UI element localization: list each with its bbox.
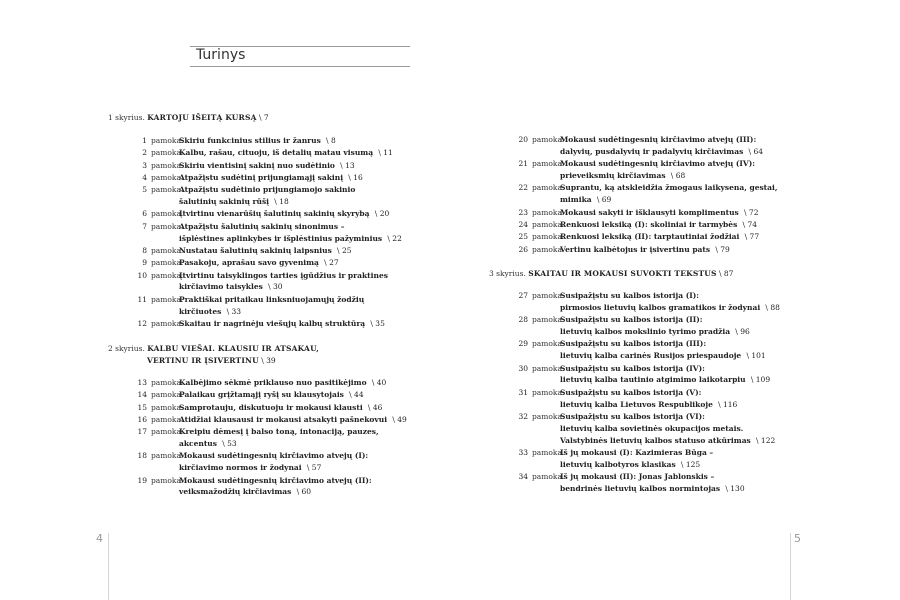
lesson-number: 17 [137,427,147,437]
lesson-title-line [560,244,730,256]
lesson-page: \ 46 [367,402,383,412]
lesson-title-text: išplėstines aplinkybes ir išplėstinius pažyminius [179,233,383,243]
lesson-title-text: Vertinu kalbėtojus ir įsivertinu pats [560,244,711,254]
toc-lesson-33 [506,447,766,471]
lesson-title-line [179,196,289,208]
lesson-page: \ 20 [374,209,390,219]
lesson-title-text: Renkuosi leksiką (I): skoliniai ir tarmybės [560,219,738,229]
lesson-title-line [179,402,382,414]
lesson-title-line [179,377,386,389]
lesson-word: pamoka. [151,245,184,255]
lesson-title-line [179,245,352,257]
lesson-title-text: Susipažįstu su kalbos istorija (VI): [560,412,705,421]
lesson-number: 20 [518,135,528,144]
lesson-number: 26 [518,244,528,254]
lesson-title-line [560,231,759,243]
toc-lesson-25 [506,231,766,243]
lesson-word: pamoka. [151,172,184,182]
lesson-title-text: Pasakoju, aprašau savo gyvenimą [179,258,319,268]
toc-lesson-23 [506,207,766,219]
chapter-number: 3 skyrius. [489,269,526,278]
lesson-title-text: kirčiavimo normos ir žodynai [179,463,302,473]
toc-lesson-11 [125,294,385,318]
toc-lesson-2 [125,147,393,159]
chapter-title: SKAITAU IR MOKAUSI SUVOKTI TEKSTUS [528,269,717,278]
lesson-title-line [560,459,700,471]
lesson-title-line [560,314,703,326]
toc-lesson-3 [125,160,385,172]
lesson-title-text: dalyvių, pusdalyvių ir padalyvių kirčiavimas [560,146,744,156]
lesson-title-text: lietuvių kalba tautinio atgimimo laikotarpiu [560,375,746,385]
lesson-title-text: akcentus [179,439,217,449]
lesson-number: 18 [137,451,147,461]
lesson-number: 21 [518,159,528,169]
lesson-title-line [179,486,311,498]
lesson-title-text: Įtvirtinu taisyklingos tarties įgūdžius ir praktines [179,270,388,280]
lesson-number: 25 [518,232,528,242]
lesson-word: pamoka. [151,451,184,461]
lesson-word: pamoka. [151,402,184,412]
lesson-title-text: lietuvių kalbotyros klasikas [560,459,676,469]
lesson-title-text: veiksmažodžių kirčiavimas [179,487,292,497]
toc-lesson-15 [125,402,385,414]
lesson-number: 34 [518,472,528,482]
lesson-title-text: Mokausi sakyti ir išklausyti komplimentus [560,207,739,217]
page-divider-left [108,533,109,600]
lesson-page: \ 74 [742,219,757,229]
toc-lesson-24 [506,219,766,231]
lesson-title-text: šalutinių sakinių rūšį [179,197,270,207]
lesson-title-line [560,219,757,231]
lesson-page: \ 44 [349,390,364,400]
page-number-left: 4 [96,532,103,545]
lesson-page: \ 27 [324,258,339,268]
lesson-page: \ 101 [746,351,766,361]
toc-lesson-34 [506,471,766,495]
lesson-title-text: Renkuosi leksiką (II): tarptautiniai žodžiai [560,232,740,242]
lesson-number: 5 [142,185,147,195]
lesson-page: \ 125 [680,459,701,469]
lesson-word: pamoka. [532,387,565,397]
lesson-title-line [560,435,775,447]
lesson-number: 23 [518,207,528,217]
lesson-title-line [560,387,701,399]
toc-lesson-32 [506,411,776,447]
lesson-title-line [179,426,379,438]
lesson-title-line [560,411,705,423]
lesson-title-text: mimika [560,195,592,205]
toc-lesson-6 [125,208,390,220]
lesson-number: 27 [518,291,528,300]
lesson-title-text: Atpažįstu šalutinių sakinių sinonimus – [179,221,345,231]
toc-lesson-17 [125,426,385,450]
lesson-title-line [179,221,344,233]
page-divider-right [790,533,791,600]
lesson-title-line [179,450,368,462]
lesson-word: pamoka. [151,258,184,268]
lesson-word: pamoka. [151,136,184,145]
lesson-title-text: Susipažįstu su kalbos istorija (II): [560,315,703,325]
lesson-page: \ 33 [226,306,242,316]
lesson-word: pamoka. [532,472,565,482]
lesson-title-line [179,438,237,450]
toc-lesson-10 [125,270,388,294]
lesson-word: pamoka. [532,232,565,242]
chapter-2 [108,343,319,355]
lesson-title-line [560,326,750,338]
lesson-word: pamoka. [532,183,565,193]
lesson-word: pamoka. [151,148,184,158]
lesson-title-text: Mokausi sudėtingesnių kirčiavimo atvejų (II): [179,475,372,485]
lesson-title-text: Kalbu, rašau, cituoju, iš detalių matau visumą [179,148,374,158]
lesson-number: 29 [518,339,528,349]
lesson-title-text: kirčiuotes [179,306,222,316]
toc-lesson-22 [506,182,778,206]
lesson-number: 30 [518,363,528,373]
lesson-title-line [179,208,389,220]
lesson-page: \ 49 [392,414,407,424]
lesson-title-line [560,350,766,362]
lesson-title-text: Mokausi sudėtingesnių kirčiavimo atvejų (IV): [560,159,756,169]
toc-lesson-31 [506,387,766,411]
toc-lesson-9 [125,257,385,269]
lesson-word: pamoka. [151,160,184,170]
lesson-page: \ 11 [378,148,393,158]
lesson-title-text: pirmosios lietuvių kalbos gramatikos ir žodynai [560,302,761,312]
lesson-title-line [179,270,388,282]
lesson-word: pamoka. [151,427,184,437]
lesson-page: \ 16 [348,172,363,182]
lesson-page: \ 77 [744,232,760,242]
toc-lesson-12 [125,318,385,330]
lesson-word: pamoka. [151,414,184,424]
lesson-title-text: kirčiavimo taisykles [179,282,263,292]
lesson-number: 12 [137,318,147,328]
lesson-title-text: Susipažįstu su kalbos istorija (IV): [560,363,705,373]
page-title: Turinys [196,47,246,63]
lesson-number: 33 [518,448,528,458]
lesson-title-line [179,294,364,306]
lesson-word: pamoka. [151,185,184,195]
lesson-title-text: Atidžiai klausausi ir mokausi atsakyti pašnekovui [179,414,388,424]
toc-lesson-13 [125,377,385,389]
toc-lesson-14 [125,389,385,401]
lesson-title-text: Kalbėjimo sėkmė priklauso nuo pasitikėjimo [179,378,367,387]
lesson-word: pamoka. [532,339,565,349]
lesson-title-line [179,462,321,474]
lesson-title-line [560,170,685,182]
lesson-number: 7 [142,221,147,231]
lesson-title-text: Nustatau šalutinių sakinių laipsnius [179,245,332,255]
lesson-page: \ 57 [306,463,322,473]
lesson-title-line [560,290,699,302]
chapter-2-line2 [147,355,276,367]
lesson-page: \ 8 [326,136,336,145]
lesson-page: \ 96 [735,327,750,337]
lesson-title-line [560,423,743,435]
lesson-title-line [560,207,758,219]
lesson-word: pamoka. [151,270,184,280]
lesson-word: pamoka. [532,207,565,217]
chapter-title-cont: VERTINU IR ĮSIVERTINU [147,356,259,365]
lesson-title-text: Kreipiu dėmesį į balso toną, intonaciją, pauzes, [179,427,379,437]
lesson-page: \ 122 [756,435,776,445]
lesson-word: pamoka. [151,378,184,387]
lesson-page: \ 130 [725,484,745,494]
lesson-word: pamoka. [532,244,565,254]
lesson-number: 22 [518,183,528,193]
toc-lesson-16 [125,414,407,426]
toc-lesson-8 [125,245,385,257]
lesson-page: \ 25 [337,245,352,255]
chapter-title: KALBU VIEŠAI. KLAUSIU IR ATSAKAU, [147,344,319,353]
lesson-title-line [179,257,339,269]
lesson-number: 10 [137,270,147,280]
chapter-page: \ 7 [259,113,269,122]
lesson-title-text: Suprantu, ką atskleidžia žmogaus laikysena, gestai, [560,183,778,193]
lesson-title-text: lietuvių kalba sovietinės okupacijos metais. [560,423,744,433]
lesson-title-line [560,182,777,194]
lesson-number: 24 [518,219,528,229]
lesson-title-text: Iš jų mokausi (I): Kazimieras Būga – [560,448,714,458]
lesson-number: 1 [142,136,147,145]
lesson-title-line [560,158,755,170]
lesson-title-line [560,483,745,495]
lesson-word: pamoka. [532,412,565,421]
toc-lesson-7 [125,221,402,245]
lesson-page: \ 88 [765,302,780,312]
lesson-title-line [560,374,770,386]
lesson-page: \ 13 [340,160,355,170]
lesson-title-text: Samprotauju, diskutuoju ir mokausi klausti [179,402,363,412]
lesson-number: 15 [137,402,147,412]
lesson-number: 19 [137,475,147,485]
lesson-number: 8 [142,245,147,255]
toc-lesson-27 [506,290,780,314]
lesson-number: 32 [518,412,528,421]
lesson-title-line [560,194,611,206]
lesson-word: pamoka. [151,318,184,328]
toc-lesson-19 [125,475,385,499]
lesson-title-line [179,184,355,196]
lesson-title-text: Susipažįstu su kalbos istorija (V): [560,387,702,397]
lesson-number: 11 [137,294,147,304]
lesson-number: 6 [142,209,147,219]
page-number-right: 5 [794,532,801,545]
lesson-title-text: lietuvių kalba Lietuvos Respublikoje [560,399,713,409]
lesson-word: pamoka. [532,135,565,144]
lesson-page: \ 60 [296,487,312,497]
lesson-word: pamoka. [532,448,565,458]
lesson-page: \ 30 [268,282,283,292]
lesson-title-text: Palaikau grįžtamąjį ryšį su klausytojais [179,390,344,400]
lesson-page: \ 109 [750,375,771,385]
lesson-page: \ 69 [596,195,612,205]
lesson-title-line [179,414,407,426]
lesson-title-line [179,389,364,401]
lesson-page: \ 72 [744,207,759,217]
lesson-word: pamoka. [151,294,184,304]
lesson-title-line [179,318,385,330]
lesson-title-text: Skaitau ir nagrinėju viešųjų kalbų struktūrą [179,318,366,328]
toc-lesson-29 [506,338,766,362]
toc-lesson-30 [506,363,771,387]
lesson-title-text: prieveiksmių kirčiavimas [560,171,666,181]
chapter-title: KARTOJU IŠEITĄ KURSĄ [147,113,257,122]
lesson-title-line [179,475,372,487]
lesson-title-text: Atpažįstu sudėtinį prijungiamąjį sakinį [179,172,344,182]
toc-lesson-4 [125,172,385,184]
lesson-title-line [179,281,283,293]
lesson-title-text: Valstybinės lietuvių kalbos statuso atkūrimas [560,435,751,445]
toc-lesson-26 [506,244,766,256]
lesson-title-text: bendrinės lietuvių kalbos normintojas [560,484,721,494]
lesson-title-line [560,363,705,375]
lesson-number: 4 [142,172,147,182]
lesson-title-line [560,146,763,158]
lesson-title-line [179,172,363,184]
lesson-title-line [560,338,706,350]
lesson-title-text: Praktiškai pritaikau linksniuojamųjų žodžių [179,294,365,304]
lesson-page: \ 116 [718,399,738,409]
lesson-title-text: Skiriu vientisinį sakinį nuo sudėtinio [179,160,335,170]
lesson-number: 16 [137,414,147,424]
lesson-number: 2 [142,148,147,158]
lesson-title-line [560,399,737,411]
lesson-title-line [179,135,336,147]
lesson-title-text: Mokausi sudėtingesnių kirčiavimo atvejų (I): [179,451,369,461]
lesson-word: pamoka. [532,219,565,229]
lesson-title-line [560,302,780,314]
lesson-title-text: lietuvių kalba carinės Rusijos priespaudoje [560,351,742,361]
lesson-title-line [560,471,714,483]
chapter-number: 2 skyrius. [108,344,145,353]
lesson-word: pamoka. [532,315,565,325]
toc-lesson-20 [506,134,766,158]
lesson-word: pamoka. [151,209,184,219]
lesson-title-text: Atpažįstu sudėtinio prijungiamojo sakinio [179,185,356,195]
lesson-word: pamoka. [151,221,184,231]
toc-lesson-21 [506,158,766,182]
lesson-word: pamoka. [151,475,184,485]
lesson-number: 13 [137,378,147,387]
lesson-title-text: Susipažįstu su kalbos istorija (I): [560,291,700,300]
lesson-number: 28 [518,315,528,325]
chapter-page: \ 87 [719,269,734,278]
lesson-page: \ 22 [387,233,402,243]
lesson-title-text: Mokausi sudėtingesnių kirčiavimo atvejų (III): [560,135,757,144]
toc-lesson-18 [125,450,385,474]
toc-lesson-28 [506,314,766,338]
lesson-title-line [179,306,241,318]
lesson-word: pamoka. [532,363,565,373]
lesson-page: \ 40 [371,378,387,387]
chapter-number: 1 skyrius. [108,113,145,122]
toc-lesson-5 [125,184,385,208]
lesson-title-line [179,160,355,172]
lesson-title-text: Iš jų mokausi (II): Jonas Jablonskis – [560,472,715,482]
lesson-word: pamoka. [532,159,565,169]
lesson-page: \ 18 [274,197,289,207]
lesson-title-line [179,147,393,159]
lesson-word: pamoka. [532,291,565,300]
lesson-number: 3 [142,160,147,170]
lesson-page: \ 64 [748,146,763,156]
lesson-word: pamoka. [151,390,184,400]
lesson-number: 9 [142,258,147,268]
lesson-title-text: Susipažįstu su kalbos istorija (III): [560,339,707,349]
lesson-title-line [179,233,402,245]
chapter-1 [108,112,269,124]
lesson-page: \ 68 [670,171,686,181]
lesson-number: 31 [518,387,528,397]
lesson-page: \ 79 [715,244,730,254]
chapter-page: \ 39 [261,356,276,365]
chapter-3 [489,268,733,280]
lesson-title-text: lietuvių kalbos mokslinio tyrimo pradžia [560,327,731,337]
lesson-title-text: Skiriu funkcinius stilius ir žanrus [179,136,321,145]
lesson-title-line [560,447,713,459]
lesson-page: \ 53 [222,439,237,449]
lesson-page: \ 35 [370,318,385,328]
toc-lesson-1 [125,135,385,147]
lesson-number: 14 [137,390,147,400]
lesson-title-line [560,134,756,146]
lesson-title-text: Įtvirtinu vienarūšių šalutinių sakinių skyrybą [179,209,370,219]
